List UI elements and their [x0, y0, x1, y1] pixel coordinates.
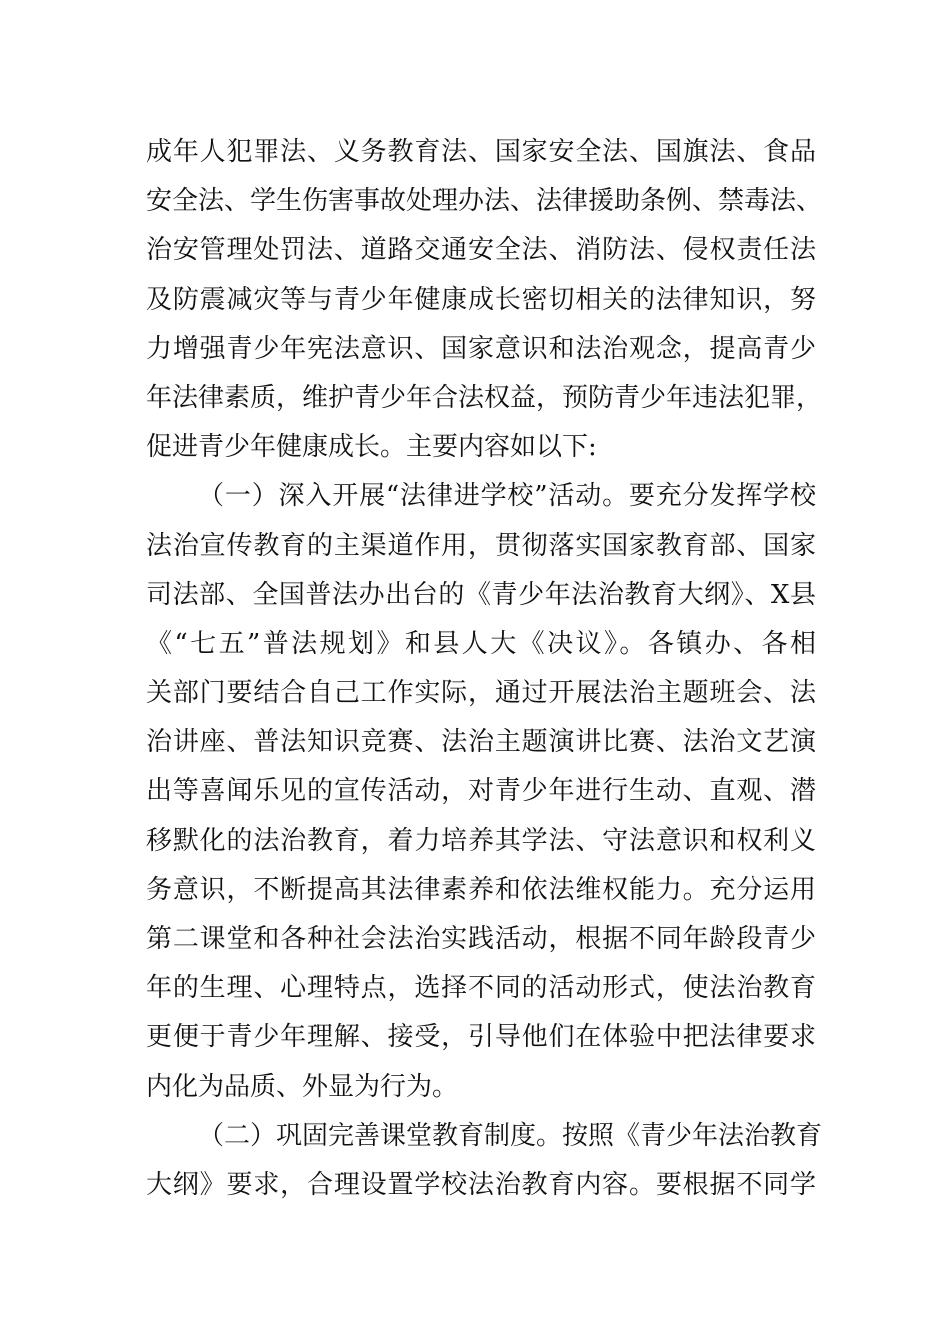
paragraph-1 [146, 128, 823, 472]
text-line: （二）巩固完善课堂教育制度。按照《青少年法治教育 [198, 1120, 823, 1151]
text-line: 出等喜闻乐见的宣传活动，对青少年进行生动、直观、潜 [146, 776, 816, 807]
text-line: 安全法、学生伤害事故处理办法、法律援助条例、禁毒法、 [146, 186, 823, 217]
text-line: （一）深入开展“法律进学校”活动。要充分发挥学校 [198, 481, 816, 512]
text-line: 年法律素质，维护青少年合法权益，预防青少年违法犯罪， [146, 382, 823, 413]
text-line: 关部门要结合自己工作实际，通过开展法治主题班会、法 [146, 678, 816, 709]
text-line: 年的生理、心理特点，选择不同的活动形式，使法治教育 [146, 973, 816, 1004]
text-line: 更便于青少年理解、接受，引导他们在体验中把法律要求 [146, 1022, 816, 1053]
text-line: 及防震减灾等与青少年健康成长密切相关的法律知识，努 [146, 284, 816, 315]
text-line: 内化为品质、外显为行为。 [146, 1071, 459, 1102]
text-line: 第二课堂和各种社会法治实践活动，根据不同年龄段青少 [146, 924, 816, 954]
text-line: 治安管理处罚法、道路交通安全法、消防法、侵权责任法 [146, 235, 816, 266]
text-line: 力增强青少年宪法意识、国家意识和法治观念，提高青少 [146, 333, 816, 364]
paragraph-3 [146, 1112, 823, 1210]
text-line: 务意识，不断提高其法律素养和依法维权能力。充分运用 [146, 874, 816, 905]
text-line: 促进青少年健康成长。主要内容如以下: [146, 432, 597, 463]
paragraph-2 [146, 472, 816, 1111]
text-line: 《“七五”普法规划》和县人大《决议》。各镇办、各相 [146, 628, 816, 659]
text-line: 治讲座、普法知识竞赛、法治主题演讲比赛、法治文艺演 [146, 727, 816, 758]
document-body [146, 128, 823, 1210]
text-line: 法治宣传教育的主渠道作用，贯彻落实国家教育部、国家 [146, 530, 816, 561]
text-line: 司法部、全国普法办出台的《青少年法治教育大纲》、X县 [146, 579, 816, 610]
text-line: 成年人犯罪法、义务教育法、国家安全法、国旗法、食品 [146, 137, 816, 167]
text-line: 大纲》要求，合理设置学校法治教育内容。要根据不同学 [146, 1169, 816, 1200]
text-line: 移默化的法治教育，着力培养其学法、守法意识和权利义 [146, 825, 816, 856]
